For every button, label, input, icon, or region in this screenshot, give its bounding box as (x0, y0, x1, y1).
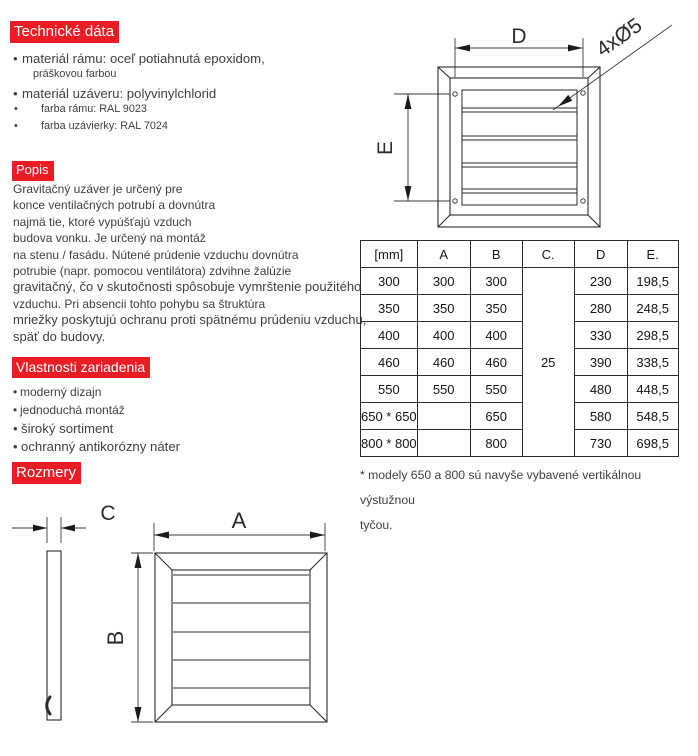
tech-item-text: farba uzávierky: RAL 7024 (41, 120, 168, 132)
dim-label-a: A (231, 508, 247, 533)
cell-size: 550 (361, 376, 418, 403)
cell-b: 300 (470, 268, 522, 295)
table-row (361, 295, 679, 322)
cell-a: 460 (417, 349, 470, 376)
description-line: budova vonku. Je určený na montáž (13, 231, 206, 246)
dimension-d (455, 25, 583, 77)
cell-b: 460 (470, 349, 522, 376)
cell-a: 300 (417, 268, 470, 295)
table-row (361, 322, 679, 349)
dim-label-c: C (100, 502, 116, 525)
tech-item-frame-color (14, 103, 147, 115)
cell-size: 300 (361, 268, 418, 295)
table-row (361, 430, 679, 457)
grille-frame (438, 67, 600, 227)
col-header-mm: [mm] (361, 241, 418, 268)
footnote-line: * modely 650 a 800 sú navyše vybavené vertikálnou výstužnou (360, 468, 642, 507)
dim-label-d: D (511, 25, 527, 48)
tech-data-heading: Technické dáta (10, 21, 119, 43)
dimension-e (374, 94, 450, 201)
tech-item-text: materiál rámu: oceľ potiahnutá epoxidom, (22, 51, 265, 66)
cell-e: 338,5 (627, 349, 678, 376)
dim-label-b: B (103, 630, 128, 646)
cell-a: 550 (417, 376, 470, 403)
description-heading: Popis (12, 161, 54, 181)
feature-text: ochranný antikorózny náter (21, 439, 181, 454)
holes-callout (553, 14, 672, 110)
front-view-bottom (155, 553, 327, 722)
bullet-marker: • (14, 103, 18, 115)
description-line: konce ventilačných potrubí a dovnútra (13, 198, 216, 213)
table-row (361, 403, 679, 430)
tech-item-frame-material (13, 51, 265, 66)
cell-size: 460 (361, 349, 418, 376)
cell-e: 698,5 (627, 430, 678, 457)
tech-item-shutter-color (14, 120, 168, 132)
description-line: vzduchu. Pri absencii tohto pohybu sa štruktúra (13, 296, 266, 311)
cell-size: 800 * 800 (361, 430, 418, 457)
cell-b: 400 (470, 322, 522, 349)
feature-item (13, 385, 101, 399)
cell-d: 480 (574, 376, 627, 403)
cell-b: 650 (470, 403, 522, 430)
holes-callout-label: 4xØ5 (592, 13, 647, 62)
bullet-marker: • (13, 51, 18, 66)
bullet-marker: • (13, 439, 18, 454)
cell-c-merged: 25 (522, 268, 574, 457)
cell-a (417, 430, 470, 457)
bottom-views-drawing (10, 495, 350, 756)
cell-d: 730 (574, 430, 627, 457)
col-header-b: B (470, 241, 522, 268)
cell-d: 390 (574, 349, 627, 376)
footnote-line: tyčou. (360, 518, 393, 532)
feature-item (13, 403, 125, 417)
cell-size: 400 (361, 322, 418, 349)
cell-e: 248,5 (627, 295, 678, 322)
feature-item (13, 421, 113, 436)
cell-size: 350 (361, 295, 418, 322)
louver-slats (173, 575, 309, 688)
table-footnote (360, 463, 680, 538)
bullet-marker: • (14, 120, 18, 132)
features-heading: Vlastnosti zariadenia (12, 357, 150, 378)
bullet-marker: • (13, 403, 18, 417)
hinge-detail (47, 697, 50, 714)
cell-e: 198,5 (627, 268, 678, 295)
cell-d: 580 (574, 403, 627, 430)
feature-text: moderný dizajn (20, 385, 102, 399)
table-header-row (361, 241, 679, 268)
col-header-d: D (574, 241, 627, 268)
description-line: Gravitačný uzáver je určený pre (13, 182, 183, 196)
cell-a: 400 (417, 322, 470, 349)
feature-text: široký sortiment (21, 421, 114, 436)
dimension-a (154, 508, 325, 551)
col-header-e: E. (627, 241, 678, 268)
bullet-marker: • (13, 421, 18, 436)
description-line: gravitačný, čo v skutočnosti spôsobuje vymrštenie použitého (13, 279, 362, 295)
description-line: mriežky poskytujú ochranu proti spätnému prúdeniu vzduchu, (13, 312, 367, 328)
table-row (361, 349, 679, 376)
front-view-top-drawing (374, 12, 698, 235)
louver-slats (462, 108, 577, 193)
description-line: potrubie (napr. pomocou ventilátora) zdvihne žalúzie (13, 264, 292, 279)
tech-item-frame-material-cont: práškovou farbou (33, 68, 117, 80)
description-line: späť do budovy. (13, 328, 106, 344)
cell-d: 230 (574, 268, 627, 295)
cell-a (417, 403, 470, 430)
description-line: na stenu / fasádu. Nútené prúdenie vzduchu dovnútra (13, 247, 299, 262)
tech-item-shutter-material (13, 86, 216, 101)
cell-a: 350 (417, 295, 470, 322)
description-line: najmä tie, ktoré vypúšťajú vzduch (13, 214, 192, 229)
cell-b: 800 (470, 430, 522, 457)
description-paragraph (13, 181, 373, 345)
bullet-marker: • (13, 86, 18, 101)
col-header-c: C. (522, 241, 574, 268)
cell-e: 448,5 (627, 376, 678, 403)
col-header-a: A (417, 241, 470, 268)
cell-b: 350 (470, 295, 522, 322)
dimensions-table (360, 240, 679, 457)
cell-d: 280 (574, 295, 627, 322)
dim-label-e: E (374, 140, 397, 156)
cell-e: 548,5 (627, 403, 678, 430)
feature-text: jednoduchá montáž (20, 403, 125, 417)
side-view (47, 551, 61, 720)
dimension-c (12, 502, 116, 543)
feature-item (13, 439, 180, 454)
bullet-marker: • (13, 385, 18, 399)
tech-item-text: farba rámu: RAL 9023 (41, 103, 147, 115)
cell-d: 330 (574, 322, 627, 349)
table-row (361, 268, 679, 295)
cell-b: 550 (470, 376, 522, 403)
tech-item-text: materiál uzáveru: polyvinylchlorid (22, 86, 217, 101)
dimensions-heading: Rozmery (12, 462, 81, 484)
cell-e: 298,5 (627, 322, 678, 349)
cell-size: 650 * 650 (361, 403, 418, 430)
table-row (361, 376, 679, 403)
dimension-b (103, 553, 153, 722)
